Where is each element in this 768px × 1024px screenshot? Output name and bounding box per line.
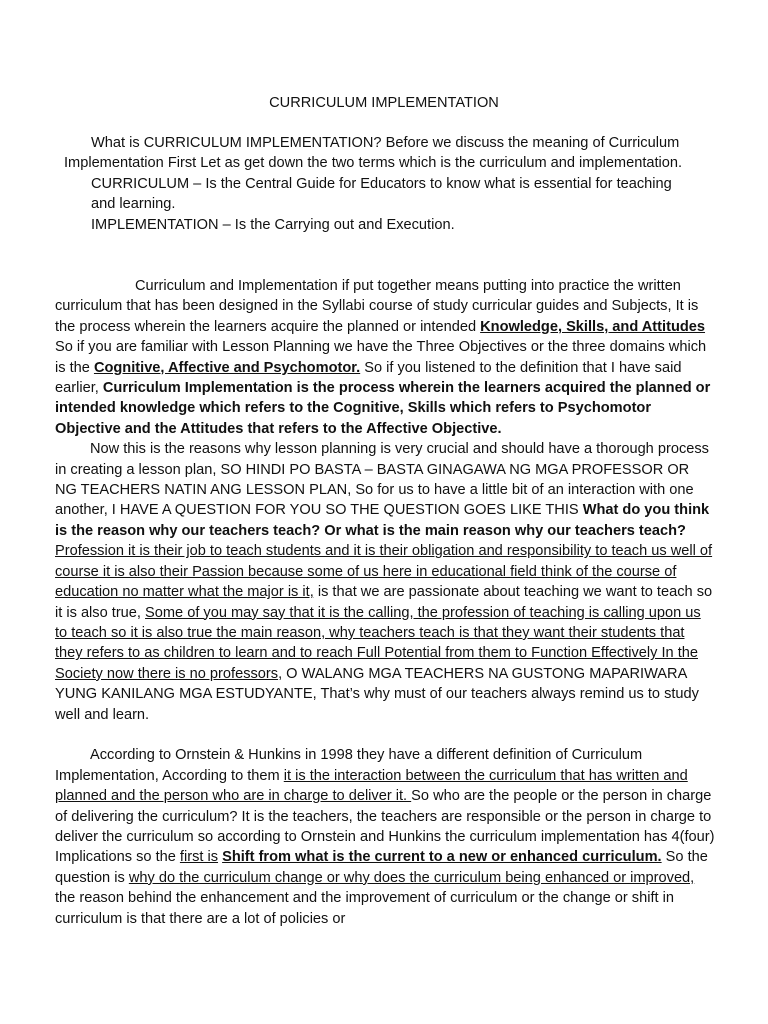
paragraph-3 (55, 745, 715, 929)
intro-paragraph: What is CURRICULUM IMPLEMENTATION? Before we discuss the meaning of Curriculum Implementation First Let as get down the two terms which is the curriculum and implementation. (64, 135, 683, 172)
document-title: CURRICULUM IMPLEMENTATION (269, 95, 499, 111)
text-run: So who are the people or the person in charge of delivering the curriculum? It is the teachers, the teachers are responsible or the person in charge to deliver the curriculum so according to Ornstein and Hunkins the curriculum implementation has 4(four) Implications so the (55, 788, 715, 866)
text-run: According to Ornstein & Hunkins in 1998 they have a different definition of Curriculum Implementation, According to them (55, 747, 643, 784)
text-run: So if you listened to the definition that I have said earlier, (55, 359, 682, 397)
text-run: Now this is the reasons why lesson planning is very crucial and should have a thorough process in creating a lesson plan, SO HINDI PO BASTA – BASTA GINAGAWA NG MGA PROFESSOR OR NG TEACHERS NATIN ANG LESSON PLAN, So for us to have a little bit of an interaction with one another, I HAVE A QUESTION FOR YOU SO THE QUESTION GOES LIKE THIS (55, 441, 709, 519)
bold-run: Curriculum Implementation is the process wherein the learners acquired the planned or intended knowledge which refers to the Cognitive, Skills which refers to Psychomotor Objective and the Attitudes that refers to the Affective Objective. (55, 380, 711, 437)
emphasis-run: Shift from what is the current to a new or enhanced curriculum. (222, 849, 662, 866)
text-run: Curriculum and Implementation if put together means putting into practice the written curriculum that has been designed in the Syllabi course of study curricular guides and Subjects, It is the process wherein the learners acquire the planned or intended (55, 278, 699, 335)
underline-run: Profession it is their job to teach students and it is their obligation and responsibility to teach us well of course it is also their Passion because some of us here in educational field think of the course of education no matter what the major is it, (55, 543, 713, 601)
emphasis-run: Knowledge, Skills, and Attitudes (480, 318, 706, 335)
bold-run: What do you think is the reason why our teachers teach? Or what is the main reason why our teachers teach? (55, 502, 710, 539)
underline-run: why do the curriculum change or why does the curriculum being enhanced or improved, (128, 869, 695, 886)
paragraph-gap (55, 725, 715, 745)
emphasis-run: Cognitive, Affective and Psychomotor. (93, 359, 361, 376)
underline-run: it is the interaction between the curriculum that has written and planned and the person who are in charge to deliver it. (55, 767, 688, 805)
text-run: the reason behind the enhancement and the improvement of curriculum or the change or shift in curriculum is that there are a lot of policies or (55, 890, 674, 927)
underline-run: Some of you may say that it is the calling, the profession of teaching is calling upon us to teach so it is also true the main reason, why teachers teach is that they want their students that they refers to as children to learn and to reach Full Potential from them to Function Effectively In the Society now there is no professors (55, 604, 701, 682)
text-run: So the question is (55, 849, 708, 886)
paragraph-2 (55, 439, 715, 725)
body-text (55, 276, 715, 929)
definition-implementation: IMPLEMENTATION – Is the Carrying out and Execution. (91, 216, 455, 233)
text-run: is that we are passionate about teaching we want to teach so it is also true, (55, 584, 713, 621)
definition-curriculum: CURRICULUM – Is the Central Guide for Educators to know what is essential for teaching and learning. (91, 175, 672, 213)
paragraph-1 (55, 276, 715, 439)
intro-block (64, 133, 684, 235)
text-run: So if you are familiar with Lesson Planning we have the Three Objectives or the three domains which is the (55, 339, 707, 376)
underline-run: first is (179, 849, 219, 866)
text-run: , O WALANG MGA TEACHERS NA GUSTONG MAPARIWARA YUNG KANILANG MGA ESTUDYANTE, That’s why must of our teachers always remind us to study well and learn. (55, 665, 699, 723)
